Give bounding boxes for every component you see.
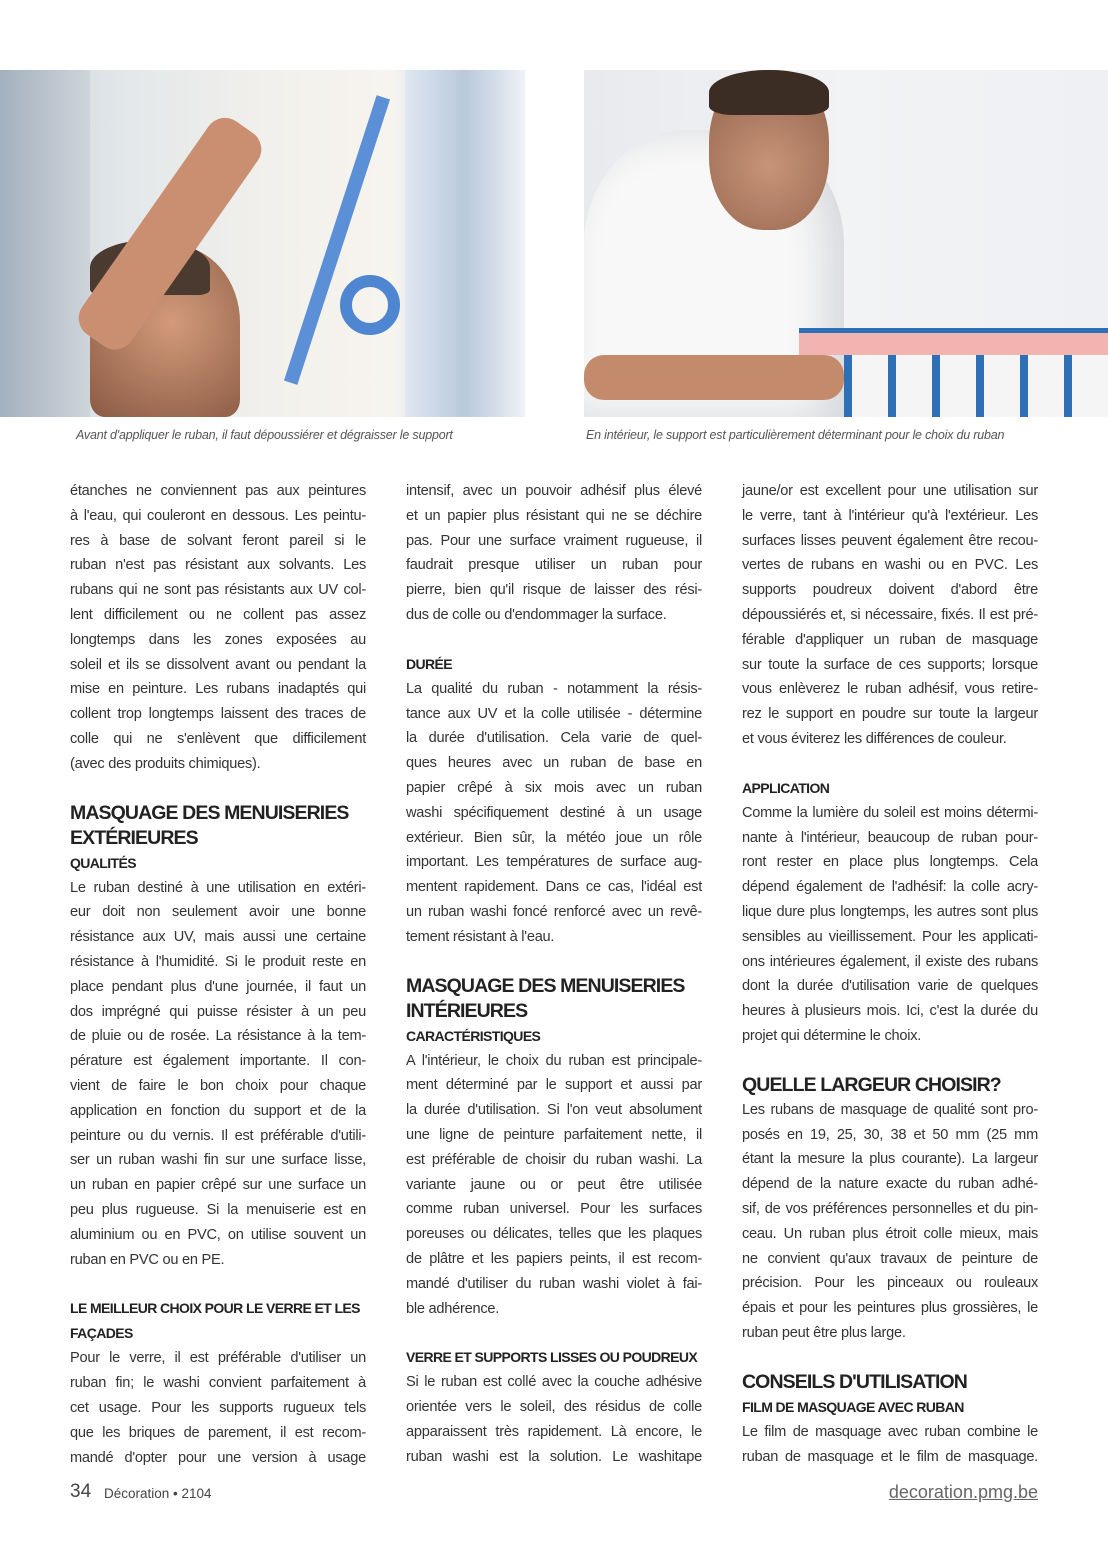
text-line: ruban fin; le washi convient parfaitement à — [70, 1375, 366, 1392]
text-line: dépoussiérés et, si nécessaire, fixés. Il est pré- — [742, 606, 1038, 623]
text-line: nante à l'intérieur, beaucoup de ruban pour- — [742, 829, 1038, 846]
text-line: une ligne de peinture parfaitement nette, il — [406, 1126, 702, 1143]
magazine-issue: Décoration • 2104 — [104, 1486, 212, 1501]
photo-caption-right: En intérieur, le support est particulièrement déterminant pour le choix du ruban — [586, 428, 1005, 442]
text-line: étanches ne conviennent pas aux peintures — [70, 483, 366, 499]
text-line: est préférable de choisir du ruban washi. La — [406, 1151, 702, 1168]
text-line: résistance aux UV, mais aussi une certaine — [70, 929, 366, 946]
text-line: dos imprégné qui puisse résister à un peu — [70, 1003, 366, 1020]
text-line: la durée d'utilisation. Cela varie de quel- — [406, 730, 702, 747]
text-line: Comme la lumière du soleil est moins détermi- — [742, 804, 1038, 821]
text-line: intensif, avec un pouvoir adhésif plus élevé — [406, 483, 702, 499]
text-line: ruban en PVC ou en PE. — [70, 1251, 225, 1268]
text-line: ruban n'est pas résistant aux solvants. Les — [70, 557, 366, 574]
text-line: supports poudreux doivent d'abord être — [742, 582, 1038, 599]
subheading-line: VERRE ET SUPPORTS LISSES OU POUDREUX — [406, 1349, 698, 1366]
article-column-3 — [742, 479, 1038, 1469]
paragraph — [742, 1420, 1038, 1470]
subheading-line: DURÉE — [406, 655, 453, 672]
text-line: important. Les températures de surface aug- — [406, 854, 702, 871]
text-line: mise en peinture. Les rubans inadaptés qui — [70, 681, 366, 698]
text-line: et un papier plus résistant qui ne se déchire — [406, 507, 702, 524]
heading-line: EXTÉRIEURES — [70, 826, 198, 849]
text-line: La qualité du ruban - notamment la résis- — [406, 680, 702, 697]
text-line: sif, de vos préférences personnelles et du pin- — [742, 1200, 1038, 1217]
paragraph — [70, 479, 366, 777]
text-line: la durée d'utilisation. Si l'on veut absolument — [406, 1102, 702, 1119]
text-line: res à base de solvant feront pareil si le — [70, 532, 366, 549]
text-line: pérature est également importante. Il con- — [70, 1053, 366, 1070]
heading-line: MASQUAGE DES MENUISERIES — [70, 801, 349, 824]
text-line: lique dure plus longtemps, les autres sont plus — [742, 903, 1038, 920]
text-line: dont la durée d'utilisation varie de quelques — [742, 978, 1038, 995]
text-line: ceau. Un ruban plus étroit colle mieux, mais — [742, 1225, 1038, 1242]
text-line: place pendant plus d'une journée, il faut un — [70, 978, 366, 995]
paragraph — [742, 801, 1038, 1049]
subheading-line: LE MEILLEUR CHOIX POUR LE VERRE ET LES — [70, 1300, 360, 1317]
spacer — [742, 752, 1038, 776]
text-line: un ruban washi foncé renforcé avec un revê- — [406, 903, 702, 920]
section-heading — [70, 801, 366, 851]
spacer — [406, 950, 702, 974]
text-line: précision. Pour les pinceaux ou rouleaux — [742, 1275, 1038, 1292]
subheading — [406, 652, 702, 677]
paragraph — [742, 479, 1038, 752]
subheading-line: FILM DE MASQUAGE AVEC RUBAN — [742, 1398, 964, 1415]
photo-caption-left: Avant d'appliquer le ruban, il faut dépoussiérer et dégraisser le support — [76, 428, 453, 442]
text-line: férable d'appliquer un ruban de masquage — [742, 631, 1038, 648]
text-line: vient de faire le bon choix pour chaque — [70, 1077, 366, 1094]
text-line: lent difficilement ou ne collent pas assez — [70, 606, 366, 623]
page-number: 34 — [70, 1481, 92, 1502]
article-column-2 — [406, 479, 702, 1470]
paragraph — [70, 876, 366, 1273]
text-line: ruban peut être plus large. — [742, 1324, 906, 1341]
text-line: un ruban en papier crêpé sur une surface un — [70, 1177, 366, 1194]
text-line: de pluie ou de rosée. La résistance à la tem- — [70, 1028, 366, 1045]
text-line: rubans qui ne sont pas résistants aux UV col- — [70, 582, 366, 599]
subheading — [70, 1296, 366, 1346]
text-line: vous enlèverez le ruban adhésif, vous retire- — [742, 681, 1038, 698]
spacer — [70, 777, 366, 801]
text-line: dépend de la nature exacte du ruban adhé- — [742, 1176, 1038, 1193]
text-line: Le ruban destiné à une utilisation en extéri- — [70, 879, 366, 896]
text-line: soleil et ils se dissolvent avant ou pendant la — [70, 656, 366, 673]
text-line: vertes de rubans en washi ou en PVC. Les — [742, 557, 1038, 574]
text-line: épais et pour les peintures plus grossières, le — [742, 1300, 1038, 1317]
text-line: washi spécifiquement destiné à un usage — [406, 804, 702, 821]
text-line: ruban washi est la solution. Le washitape — [406, 1448, 702, 1465]
text-line: le verre, tant à l'intérieur qu'à l'extérieur. Les — [742, 507, 1038, 524]
spacer — [742, 1346, 1038, 1370]
section-heading — [742, 1073, 1038, 1098]
text-line: mentent rapidement. Dans ce cas, l'idéal est — [406, 879, 702, 896]
spacer — [742, 1049, 1038, 1073]
photo-man-applying-tape — [0, 70, 525, 417]
subheading-line: QUALITÉS — [70, 854, 136, 871]
subheading — [70, 851, 366, 876]
text-line: Le film de masquage avec ruban combine le — [742, 1423, 1038, 1440]
subheading-line: APPLICATION — [742, 779, 830, 796]
heading-line: CONSEILS D'UTILISATION — [742, 1370, 967, 1393]
website-link[interactable]: decoration.pmg.be — [888, 1482, 1038, 1502]
spacer — [406, 628, 702, 652]
text-line: comme ruban universel. Pour les surfaces — [406, 1201, 702, 1218]
text-line: surfaces lisses peuvent également être recou- — [742, 532, 1038, 549]
section-heading — [406, 974, 702, 1024]
text-line: extérieur. Bien sûr, la météo joue un rôle — [406, 829, 702, 846]
subheading — [406, 1345, 702, 1370]
text-line: peinture ou du vernis. Il est préférable d'utili- — [70, 1127, 366, 1144]
text-line: longtemps dans les zones exposées au — [70, 631, 366, 648]
text-line: sensibles au vieillissement. Pour les applicati- — [742, 928, 1038, 945]
text-line: A l'intérieur, le choix du ruban est principale- — [406, 1052, 702, 1069]
subheading-line: FAÇADES — [70, 1325, 133, 1342]
subheading — [742, 776, 1038, 801]
text-line: orientée vers le soleil, des résidus de colle — [406, 1399, 702, 1416]
text-line: ment déterminé par le support et aussi par — [406, 1077, 702, 1094]
heading-line: QUELLE LARGEUR CHOISIR? — [742, 1073, 1001, 1096]
text-line: collent trop longtemps laissent des traces de — [70, 706, 366, 723]
text-line: tement résistant à l'eau. — [406, 928, 555, 945]
text-line: pas. Pour une surface vraiment rugueuse, il — [406, 532, 702, 549]
text-line: poreuses ou délicates, telles que les plaques — [406, 1226, 702, 1243]
text-line: tance aux UV et la colle utilisée - détermine — [406, 705, 702, 722]
paragraph — [70, 1346, 366, 1470]
spacer — [70, 1272, 366, 1296]
text-line: résistance à l'humidité. Si le produit reste en — [70, 953, 366, 970]
subheading-line: CARACTÉRISTIQUES — [406, 1027, 541, 1044]
text-line: aluminium ou en PVC, on utilise souvent un — [70, 1226, 366, 1243]
text-line: dépend également de l'adhésif: la colle acry- — [742, 879, 1038, 896]
heading-line: MASQUAGE DES MENUISERIES — [406, 974, 685, 997]
subheading — [406, 1024, 702, 1049]
section-heading — [742, 1370, 1038, 1395]
text-line: ble adhérence. — [406, 1300, 500, 1317]
text-line: Pour le verre, il est préférable d'utiliser un — [70, 1350, 366, 1367]
text-line: peu plus rugueuse. Si la menuiserie est en — [70, 1201, 366, 1218]
article-column-1 — [70, 479, 366, 1470]
text-line: à l'eau, qui couleront en dessous. Les peintu- — [70, 507, 366, 524]
text-line: et vous éviterez les différences de couleur. — [742, 730, 1007, 747]
text-line: que les briques de parement, il est recom- — [70, 1424, 366, 1441]
paragraph — [406, 1049, 702, 1322]
text-line: dus de colle ou d'endommager la surface. — [406, 606, 667, 623]
text-line: étant la mesure la plus courante). La largeur — [742, 1151, 1038, 1168]
text-line: cet usage. Pour les supports rugueux tels — [70, 1399, 366, 1416]
paragraph — [406, 1370, 702, 1469]
text-line: variante jaune ou or peut être utilisée — [406, 1176, 702, 1193]
text-line: jaune/or est excellent pour une utilisation sur — [742, 483, 1038, 499]
text-line: rez le support en poudre sur toute la largeur — [742, 706, 1038, 723]
paragraph — [406, 479, 702, 628]
text-line: Les rubans de masquage de qualité sont pro- — [742, 1101, 1038, 1118]
text-line: heures à plusieurs mois. Ici, c'est la durée du — [742, 1003, 1038, 1020]
text-line: sur toute la surface de ces supports; lorsque — [742, 656, 1038, 673]
subheading — [742, 1395, 1038, 1420]
text-line: eur doit non seulement avoir une bonne — [70, 904, 366, 921]
text-line: mandé d'utiliser du ruban washi violet à fai- — [406, 1275, 702, 1292]
text-line: ser un ruban washi fin sur une surface lisse, — [70, 1152, 366, 1169]
photo-man-painting-radiator — [584, 70, 1108, 417]
text-line: Si le ruban est collé avec la couche adhésive — [406, 1374, 702, 1391]
spacer — [406, 1321, 702, 1345]
text-line: projet qui détermine le choix. — [742, 1027, 922, 1044]
heading-line: INTÉRIEURES — [406, 999, 528, 1022]
text-line: papier crêpé à six mois avec un ruban — [406, 779, 702, 796]
text-line: pierre, bien qu'il risque de laisser des rési- — [406, 582, 702, 599]
text-line: posés en 19, 25, 30, 38 et 50 mm (25 mm — [742, 1126, 1038, 1143]
text-line: faudrait presque utiliser un ruban pour — [406, 557, 702, 574]
text-line: de plâtre et les papiers peints, il est recom- — [406, 1250, 702, 1267]
text-line: apparaissent très rapidement. Là encore, le — [406, 1423, 702, 1440]
text-line: ront rester en place plus longtemps. Cela — [742, 854, 1038, 871]
text-line: ques heures avec un ruban de base en — [406, 755, 702, 772]
text-line: application en fonction du support et de la — [70, 1102, 366, 1119]
text-line: mandé d'opter pour une version à usage — [70, 1449, 366, 1466]
text-line: ruban de masquage et le film de masquage. — [742, 1448, 1038, 1465]
text-line: ne convient qu'aux travaux de peinture de — [742, 1250, 1038, 1267]
text-line: ons intérieures également, il existe des rubans — [742, 953, 1038, 970]
text-line: colle qui ne s'enlèvent que difficilement — [70, 730, 366, 747]
text-line: (avec des produits chimiques). — [70, 755, 261, 772]
paragraph — [406, 677, 702, 950]
paragraph — [742, 1098, 1038, 1346]
